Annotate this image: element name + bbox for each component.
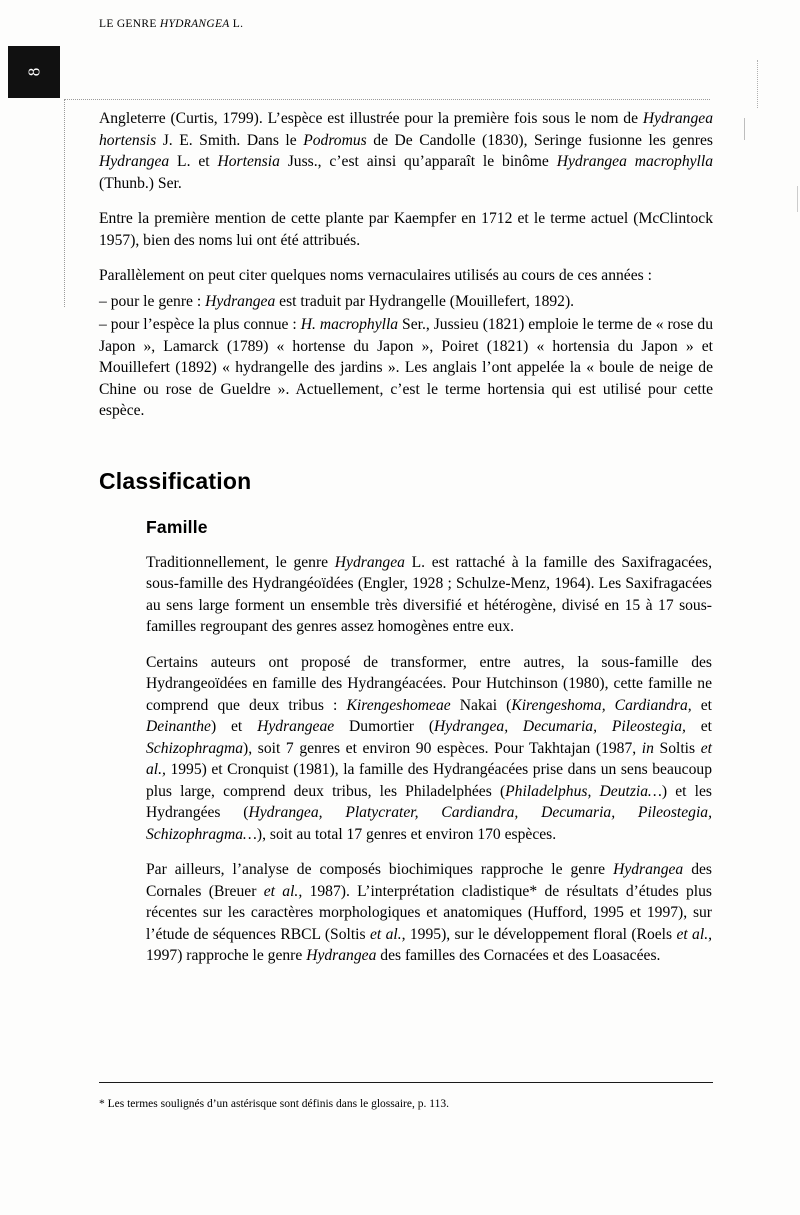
paragraph-famille-1: Traditionnellement, le genre Hydrangea L. est rattaché à la famille des Saxifragacées, sous-famille des Hydrangéoïdées (Engler, 1928 ; Schulze-Menz, 1964). Les Saxifragacées au sens large forment un ensemble très diversifié et hétérogène, divisé en 15 à 17 sous-familles regroupant des genres assez homogènes entre eux. <box>146 553 712 635</box>
paragraph-famille-2: Certains auteurs ont proposé de transformer, entre autres, la sous-famille des Hydrangeoïdées en famille des Hydrangéacées. Pour Hutchinson (1980), cette famille ne comprend que deux tribus : Kirengeshomeae Nakai (Kirengeshoma, Cardiandra, et Deinanthe) et Hydrangeae Dumortier (Hydrangea, Decumaria, Pileostegia, et Schizophragma), soit 7 genres et environ 90 espèces. Pour Takhtajan (1987, in Soltis et al., 1995) et Cronquist (1981), la famille des Hydrangéacées prise dans un sens beaucoup plus large, comprend deux tribus, les Philadelphées (Philadelphus, Deutzia…) et les Hydrangées (Hydrangea, Platycrater, Cardiandra, Decumaria, Pileostegia, Schizophragma…), soit au total 17 genres et environ 170 espèces. <box>146 653 712 843</box>
scan-mark-right-lower <box>797 186 798 212</box>
paragraph-intro: Angleterre (Curtis, 1799). L’espèce est illustrée pour la première fois sous le nom de Hydrangea hortensis J. E. Smith. Dans le Podromus de De Candolle (1830), Seringe fusionne les genres Hydrangea L. et Hortensia Juss., c’est ainsi qu’apparaît le binôme Hydrangea macrophylla (Thunb.) Ser. <box>99 110 713 192</box>
footnote: * Les termes soulignés d’un astérisque sont définis dans le glossaire, p. 113. <box>99 1098 449 1110</box>
running-header <box>99 18 243 30</box>
text-column <box>99 108 713 981</box>
scan-rule-left <box>64 99 65 307</box>
famille-body <box>146 552 713 967</box>
scan-mark-right-middle <box>744 118 745 140</box>
paragraph-mention: Entre la première mention de cette plante par Kaempfer en 1712 et le terme actuel (McClintock 1957), bien des noms lui ont été attribués. <box>99 210 713 249</box>
footnote-separator <box>99 1082 713 1083</box>
scan-rule-top <box>64 99 710 100</box>
list-item-espece: – pour l’espèce la plus connue : H. macrophylla Ser., Jussieu (1821) emploie le terme de « rose du Japon », Lamarck (1789) « hortense du Japon », Poiret (1821) « hortensia du Japon » et Mouillefert (1892) « hydrangelle des jardins ». Les anglais l’ont appelée la « boule de neige de Chine ou rose de Gueldre ». Actuellement, c’est le terme hortensia qui est utilisé pour cette espèce. <box>99 316 713 419</box>
list-item-genre: – pour le genre : Hydrangea est traduit par Hydrangelle (Mouillefert, 1892). <box>99 292 575 310</box>
section-title-classification: Classification <box>99 467 252 494</box>
subsection-title-famille: Famille <box>146 516 208 537</box>
paragraph-vernacular-intro: Parallèlement on peut citer quelques noms vernaculaires utilisés au cours de ces années : <box>99 267 652 284</box>
page-number-tab <box>8 46 60 98</box>
page-number: 8 <box>24 67 43 77</box>
running-header-prefix: LE GENRE <box>99 18 160 30</box>
scan-mark-right-upper <box>757 60 758 108</box>
running-header-suffix: L. <box>229 18 244 30</box>
running-header-genus: HYDRANGEA <box>159 18 230 30</box>
paragraph-famille-3: Par ailleurs, l’analyse de composés biochimiques rapproche le genre Hydrangea des Cornales (Breuer et al., 1987). L’interprétation cladistique* de résultats d’études plus récentes sur les caractères morphologiques et anatomiques (Hufford, 1995 et 1997), sur l’étude de séquences RBCL (Soltis et al., 1995), sur le développement floral (Roels et al., 1997) rapproche le genre Hydrangea des familles des Cornacées et des Loasacées. <box>146 861 712 964</box>
